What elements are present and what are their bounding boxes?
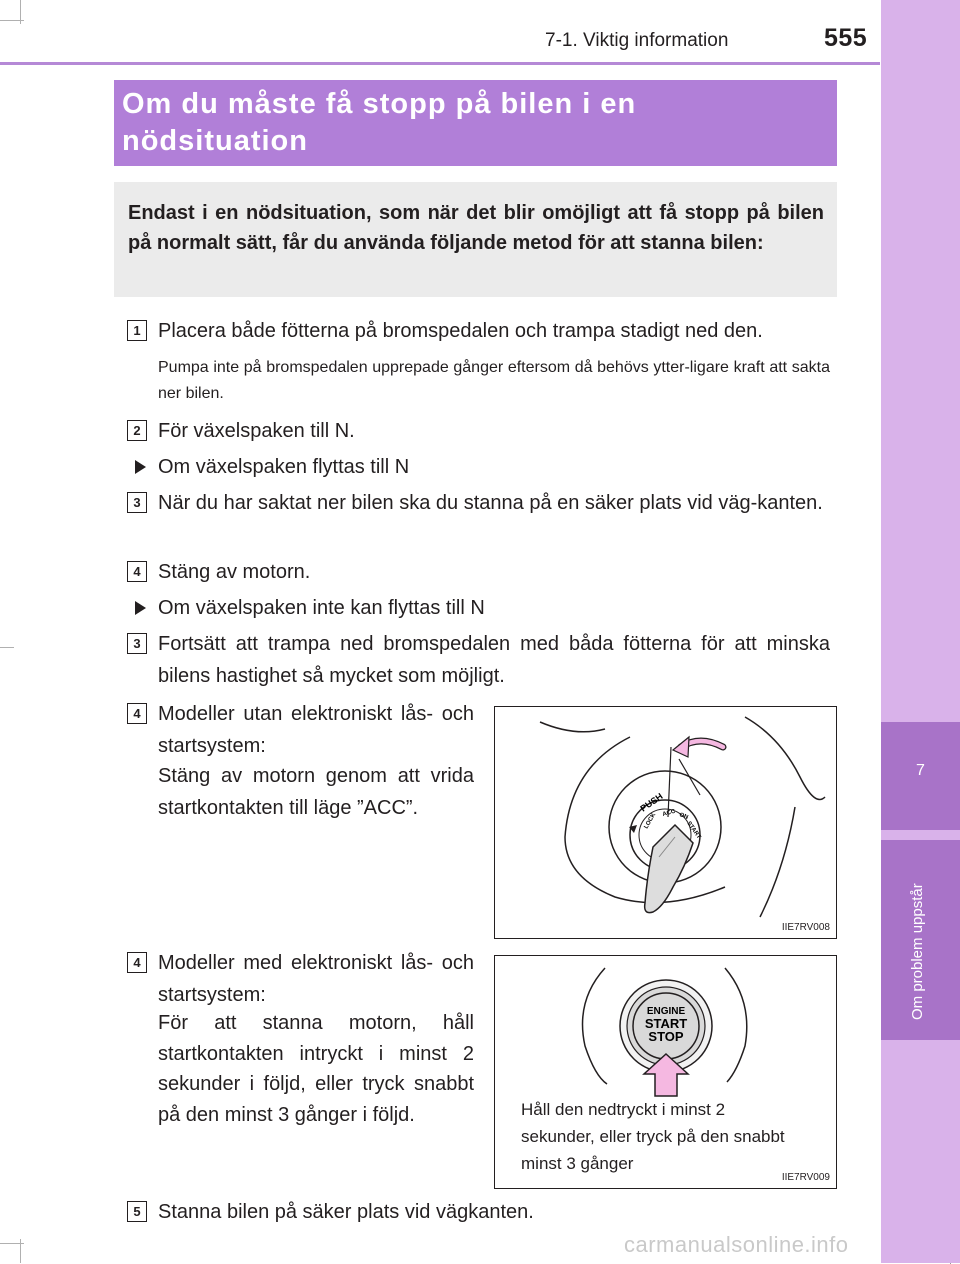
crop-mark — [20, 1239, 21, 1263]
header-rule — [0, 62, 880, 65]
step-text: Fortsätt att trampa ned bromspedalen med båda fötterna för att minska bilens hastighet så mycket som möjligt. — [158, 633, 830, 687]
step-number: 4 — [127, 952, 147, 973]
step-text: Stanna bilen på säker plats vid vägkanten. — [158, 1201, 534, 1223]
step-text: Stäng av motorn. — [158, 561, 311, 583]
chapter-title: Om problem uppstår — [909, 883, 926, 1020]
lock-label: LOCK — [643, 812, 658, 830]
figure-caption: Håll den nedtryckt i minst 2 sekunder, eller tryck på den snabbt minst 3 gånger — [521, 1100, 785, 1173]
ignition-key-illustration — [495, 707, 836, 938]
step-number: 4 — [127, 703, 147, 724]
step-text: Modeller utan elektroniskt lås- och startsystem: — [158, 703, 474, 757]
intro-text: Endast i en nödsituation, som när det blir omöjligt att få stopp på bilen på normalt sätt, får du använda följande metod för att stanna bilen: — [128, 202, 824, 254]
step-number: 2 — [127, 420, 147, 441]
start-label: START — [685, 820, 702, 841]
figure-code: IIE7RV008 — [781, 922, 830, 933]
section-heading: Om du måste få stopp på bilen i en nödsituation — [122, 88, 637, 157]
start-label: START — [644, 1016, 688, 1031]
crop-mark — [0, 647, 14, 648]
chapter-side-tab — [881, 0, 960, 1263]
condition-heading: Om växelspaken inte kan flyttas till N — [158, 597, 485, 619]
step-number: 3 — [127, 492, 147, 513]
condition-heading: Om växelspaken flyttas till N — [158, 456, 410, 478]
condition-arrow-icon — [135, 460, 146, 474]
chapter-title-box — [881, 840, 960, 1040]
step-text: Placera både fötterna på bromspedalen och trampa stadigt ned den. — [158, 320, 763, 342]
step-number: 5 — [127, 1201, 147, 1222]
step-number: 1 — [127, 320, 147, 341]
step-text: När du har saktat ner bilen ska du stanna på en säker plats vid väg-kanten. — [158, 492, 823, 514]
step-text: Stäng av motorn genom att vrida startkontakten till läge ”ACC”. — [158, 765, 474, 819]
section-title: 7-1. Viktig information — [545, 30, 729, 51]
step-number: 4 — [127, 561, 147, 582]
stop-label: STOP — [648, 1029, 684, 1044]
section-heading-banner — [114, 80, 837, 166]
page-number: 555 — [824, 24, 868, 52]
chapter-number: 7 — [916, 762, 925, 779]
acc-label: ACC — [661, 808, 677, 818]
watermark: carmanualsonline.info — [624, 1232, 849, 1257]
crop-mark — [20, 0, 21, 24]
step-text: För att stanna motorn, håll startkontakten intryckt i minst 2 sekunder i följd, eller tryck snabbt på den minst 3 gånger i följd. — [158, 1012, 474, 1126]
step-text: Modeller med elektroniskt lås- och startsystem: — [158, 952, 474, 1006]
engine-start-button-figure — [494, 955, 837, 1189]
condition-arrow-icon — [135, 601, 146, 615]
push-label: PUSH — [638, 791, 665, 814]
engine-label: ENGINE — [646, 1006, 686, 1017]
step-text: För växelspaken till N. — [158, 420, 355, 442]
figure-code: IIE7RV009 — [781, 1172, 830, 1183]
step-note: Pumpa inte på bromspedalen upprepade gånger eftersom då behövs ytter-ligare kraft att sakta ner bilen. — [158, 359, 830, 402]
ignition-key-figure — [494, 706, 837, 939]
intro-box — [114, 182, 837, 297]
step-number: 3 — [127, 633, 147, 654]
on-label: ON — [678, 812, 689, 821]
